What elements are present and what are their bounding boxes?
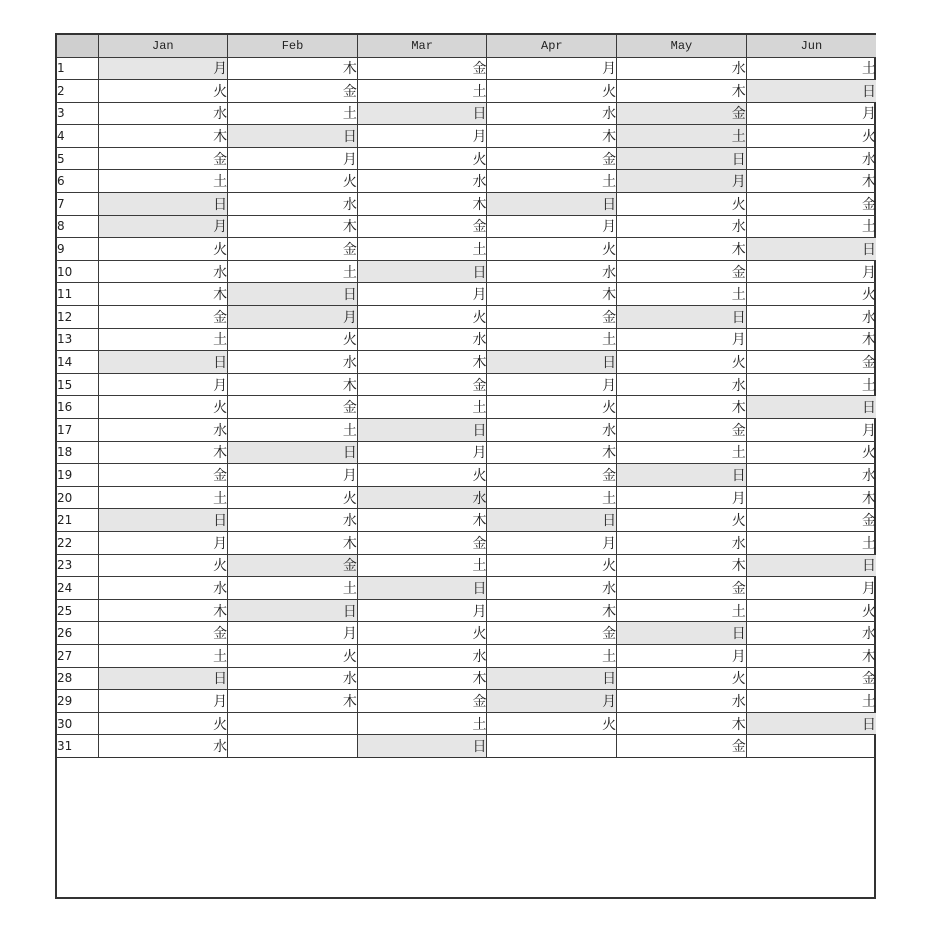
row-number: 20: [57, 486, 98, 509]
day-cell-jan[interactable]: 水: [98, 735, 228, 758]
table-row: [57, 215, 876, 238]
day-cell-jan[interactable]: 金: [98, 306, 228, 329]
day-cell-may[interactable]: 水: [617, 57, 747, 80]
table-row: [57, 419, 876, 442]
day-cell-jan[interactable]: 火: [98, 238, 228, 261]
calendar-table: [57, 35, 876, 758]
day-cell-jun[interactable]: 金: [746, 351, 876, 374]
day-cell-jun[interactable]: 木: [746, 170, 876, 193]
day-cell-mar[interactable]: 土: [357, 396, 487, 419]
day-cell-jun[interactable]: 土: [746, 373, 876, 396]
row-number: 31: [57, 735, 98, 758]
day-cell-apr[interactable]: 月: [487, 690, 617, 713]
table-row: [57, 147, 876, 170]
day-cell-apr[interactable]: 火: [487, 238, 617, 261]
day-cell-jun[interactable]: 土: [746, 57, 876, 80]
header-row: [57, 35, 876, 57]
day-cell-apr[interactable]: 水: [487, 419, 617, 442]
day-cell-jun[interactable]: 月: [746, 577, 876, 600]
day-cell-mar[interactable]: 月: [357, 599, 487, 622]
day-cell-mar[interactable]: 日: [357, 577, 487, 600]
day-cell-feb[interactable]: 木: [228, 57, 358, 80]
day-cell-mar[interactable]: 土: [357, 554, 487, 577]
day-cell-feb[interactable]: 金: [228, 554, 358, 577]
day-cell-apr[interactable]: 土: [487, 170, 617, 193]
day-cell-apr[interactable]: 日: [487, 193, 617, 216]
table-row: [57, 351, 876, 374]
table-row: [57, 441, 876, 464]
table-row: [57, 283, 876, 306]
day-cell-jan[interactable]: 木: [98, 599, 228, 622]
day-cell-feb[interactable]: 火: [228, 486, 358, 509]
day-cell-apr[interactable]: 水: [487, 102, 617, 125]
day-cell-jun[interactable]: 水: [746, 622, 876, 645]
table-row: [57, 577, 876, 600]
table-row: [57, 260, 876, 283]
day-cell-mar[interactable]: 木: [357, 351, 487, 374]
day-cell-mar[interactable]: 土: [357, 238, 487, 261]
day-cell-mar[interactable]: 月: [357, 283, 487, 306]
day-cell-apr[interactable]: 月: [487, 531, 617, 554]
day-cell-jan[interactable]: 土: [98, 328, 228, 351]
table-row: [57, 509, 876, 532]
day-cell-apr[interactable]: 日: [487, 667, 617, 690]
table-row: [57, 644, 876, 667]
day-cell-feb[interactable]: 日: [228, 283, 358, 306]
day-cell-jun[interactable]: [746, 735, 876, 758]
day-cell-jan[interactable]: 月: [98, 215, 228, 238]
day-cell-feb[interactable]: 水: [228, 351, 358, 374]
day-cell-jun[interactable]: 火: [746, 283, 876, 306]
day-cell-jun[interactable]: 火: [746, 125, 876, 148]
row-number: 15: [57, 373, 98, 396]
row-number: 19: [57, 464, 98, 487]
day-cell-jun[interactable]: 金: [746, 193, 876, 216]
row-number: 14: [57, 351, 98, 374]
row-number: 16: [57, 396, 98, 419]
month-header-mar: Mar: [357, 35, 487, 57]
day-cell-jun[interactable]: 木: [746, 486, 876, 509]
day-cell-jan[interactable]: 火: [98, 80, 228, 103]
day-cell-apr[interactable]: 金: [487, 622, 617, 645]
row-number: 21: [57, 509, 98, 532]
day-cell-feb[interactable]: 金: [228, 396, 358, 419]
day-cell-mar[interactable]: 水: [357, 486, 487, 509]
day-cell-apr[interactable]: 金: [487, 464, 617, 487]
row-number: 9: [57, 238, 98, 261]
day-cell-feb[interactable]: 月: [228, 306, 358, 329]
row-number: 4: [57, 125, 98, 148]
day-cell-may[interactable]: 月: [617, 170, 747, 193]
day-cell-feb[interactable]: 土: [228, 577, 358, 600]
day-cell-feb[interactable]: 金: [228, 80, 358, 103]
day-cell-jan[interactable]: 日: [98, 351, 228, 374]
day-cell-apr[interactable]: 日: [487, 351, 617, 374]
day-cell-jan[interactable]: 金: [98, 464, 228, 487]
day-cell-may[interactable]: 水: [617, 690, 747, 713]
day-cell-mar[interactable]: 水: [357, 644, 487, 667]
row-number: 3: [57, 102, 98, 125]
row-number: 17: [57, 419, 98, 442]
day-cell-jun[interactable]: 火: [746, 441, 876, 464]
table-row: [57, 667, 876, 690]
day-cell-jun[interactable]: 日: [746, 396, 876, 419]
day-cell-mar[interactable]: 火: [357, 147, 487, 170]
day-cell-mar[interactable]: 木: [357, 193, 487, 216]
day-cell-apr[interactable]: 木: [487, 441, 617, 464]
row-number: 7: [57, 193, 98, 216]
day-cell-feb[interactable]: 日: [228, 125, 358, 148]
day-cell-jan[interactable]: 月: [98, 373, 228, 396]
day-cell-apr[interactable]: 火: [487, 396, 617, 419]
row-number: 2: [57, 80, 98, 103]
row-number: 10: [57, 260, 98, 283]
day-cell-jun[interactable]: 金: [746, 667, 876, 690]
day-cell-feb[interactable]: [228, 735, 358, 758]
day-cell-feb[interactable]: 日: [228, 599, 358, 622]
month-header-feb: Feb: [228, 35, 358, 57]
day-cell-apr[interactable]: 月: [487, 373, 617, 396]
day-cell-jan[interactable]: 火: [98, 554, 228, 577]
day-cell-may[interactable]: 土: [617, 125, 747, 148]
day-cell-apr[interactable]: 水: [487, 260, 617, 283]
day-cell-jan[interactable]: 月: [98, 531, 228, 554]
day-cell-feb[interactable]: 金: [228, 238, 358, 261]
row-number: 22: [57, 531, 98, 554]
day-cell-mar[interactable]: 月: [357, 441, 487, 464]
day-cell-jan[interactable]: 土: [98, 644, 228, 667]
day-cell-may[interactable]: 火: [617, 193, 747, 216]
row-number: 5: [57, 147, 98, 170]
day-cell-may[interactable]: 水: [617, 373, 747, 396]
day-cell-mar[interactable]: 日: [357, 102, 487, 125]
table-row: [57, 238, 876, 261]
table-row: [57, 328, 876, 351]
day-cell-may[interactable]: 月: [617, 328, 747, 351]
day-cell-mar[interactable]: 火: [357, 622, 487, 645]
day-cell-mar[interactable]: 金: [357, 373, 487, 396]
day-cell-may[interactable]: 金: [617, 260, 747, 283]
row-number: 1: [57, 57, 98, 80]
table-row: [57, 735, 876, 758]
day-cell-mar[interactable]: 水: [357, 170, 487, 193]
day-cell-jun[interactable]: 水: [746, 147, 876, 170]
day-cell-feb[interactable]: 水: [228, 667, 358, 690]
table-row: [57, 373, 876, 396]
row-number: 26: [57, 622, 98, 645]
day-cell-apr[interactable]: 火: [487, 80, 617, 103]
day-cell-may[interactable]: 木: [617, 238, 747, 261]
day-cell-may[interactable]: 月: [617, 486, 747, 509]
day-cell-may[interactable]: 月: [617, 644, 747, 667]
day-cell-mar[interactable]: 土: [357, 712, 487, 735]
day-cell-jan[interactable]: 日: [98, 509, 228, 532]
day-cell-jun[interactable]: 日: [746, 238, 876, 261]
day-cell-jun[interactable]: 日: [746, 80, 876, 103]
day-cell-jun[interactable]: 日: [746, 554, 876, 577]
day-cell-apr[interactable]: [487, 735, 617, 758]
day-cell-mar[interactable]: 月: [357, 125, 487, 148]
table-row: [57, 170, 876, 193]
day-cell-jan[interactable]: 水: [98, 102, 228, 125]
day-cell-may[interactable]: 水: [617, 215, 747, 238]
day-cell-jan[interactable]: 日: [98, 667, 228, 690]
month-header-may: May: [617, 35, 747, 57]
notes-area: [57, 789, 874, 897]
day-cell-mar[interactable]: 金: [357, 215, 487, 238]
row-number: 11: [57, 283, 98, 306]
day-cell-apr[interactable]: 土: [487, 486, 617, 509]
day-cell-jan[interactable]: 金: [98, 147, 228, 170]
day-cell-may[interactable]: 火: [617, 351, 747, 374]
day-cell-jun[interactable]: 月: [746, 260, 876, 283]
day-cell-feb[interactable]: 火: [228, 328, 358, 351]
day-cell-feb[interactable]: 木: [228, 690, 358, 713]
day-cell-feb[interactable]: 土: [228, 102, 358, 125]
day-cell-may[interactable]: 火: [617, 667, 747, 690]
table-row: [57, 599, 876, 622]
table-row: [57, 464, 876, 487]
table-row: [57, 690, 876, 713]
day-cell-apr[interactable]: 土: [487, 328, 617, 351]
day-cell-jan[interactable]: 土: [98, 486, 228, 509]
day-cell-may[interactable]: 土: [617, 599, 747, 622]
day-cell-apr[interactable]: 火: [487, 712, 617, 735]
table-row: [57, 554, 876, 577]
day-cell-may[interactable]: 木: [617, 80, 747, 103]
day-cell-mar[interactable]: 金: [357, 57, 487, 80]
day-cell-mar[interactable]: 日: [357, 260, 487, 283]
day-cell-jan[interactable]: 火: [98, 712, 228, 735]
row-number: 28: [57, 667, 98, 690]
table-row: [57, 193, 876, 216]
day-cell-jun[interactable]: 水: [746, 306, 876, 329]
day-cell-jan[interactable]: 日: [98, 193, 228, 216]
day-cell-may[interactable]: 日: [617, 147, 747, 170]
day-cell-may[interactable]: 土: [617, 441, 747, 464]
day-cell-may[interactable]: 金: [617, 102, 747, 125]
day-cell-feb[interactable]: 火: [228, 170, 358, 193]
table-row: [57, 622, 876, 645]
calendar-body: [57, 57, 876, 757]
row-number: 8: [57, 215, 98, 238]
month-header-apr: Apr: [487, 35, 617, 57]
day-cell-feb[interactable]: 水: [228, 509, 358, 532]
day-cell-apr[interactable]: 水: [487, 577, 617, 600]
day-cell-may[interactable]: 木: [617, 712, 747, 735]
day-cell-mar[interactable]: 日: [357, 419, 487, 442]
table-row: [57, 531, 876, 554]
day-cell-jan[interactable]: 木: [98, 283, 228, 306]
table-row: [57, 57, 876, 80]
day-cell-feb[interactable]: 月: [228, 147, 358, 170]
day-cell-apr[interactable]: 金: [487, 306, 617, 329]
day-cell-apr[interactable]: 金: [487, 147, 617, 170]
day-cell-apr[interactable]: 木: [487, 283, 617, 306]
table-row: [57, 306, 876, 329]
day-cell-mar[interactable]: 水: [357, 328, 487, 351]
day-cell-jan[interactable]: 水: [98, 577, 228, 600]
day-cell-apr[interactable]: 日: [487, 509, 617, 532]
day-cell-jun[interactable]: 土: [746, 531, 876, 554]
row-number: 13: [57, 328, 98, 351]
day-cell-jun[interactable]: 金: [746, 509, 876, 532]
day-cell-feb[interactable]: 土: [228, 419, 358, 442]
day-cell-jun[interactable]: 日: [746, 712, 876, 735]
day-cell-jun[interactable]: 火: [746, 599, 876, 622]
day-cell-mar[interactable]: 木: [357, 509, 487, 532]
table-row: [57, 102, 876, 125]
day-cell-may[interactable]: 水: [617, 531, 747, 554]
day-cell-mar[interactable]: 土: [357, 80, 487, 103]
day-cell-may[interactable]: 金: [617, 577, 747, 600]
day-cell-jun[interactable]: 水: [746, 464, 876, 487]
day-cell-feb[interactable]: 土: [228, 260, 358, 283]
day-cell-may[interactable]: 木: [617, 396, 747, 419]
day-cell-feb[interactable]: 木: [228, 215, 358, 238]
day-cell-mar[interactable]: 火: [357, 464, 487, 487]
day-cell-feb[interactable]: 月: [228, 622, 358, 645]
row-number: 30: [57, 712, 98, 735]
day-cell-may[interactable]: 土: [617, 283, 747, 306]
day-cell-jan[interactable]: 水: [98, 260, 228, 283]
day-cell-feb[interactable]: 木: [228, 373, 358, 396]
calendar-sheet: [55, 33, 876, 899]
day-cell-mar[interactable]: 木: [357, 667, 487, 690]
corner-cell: [57, 35, 98, 57]
day-cell-jun[interactable]: 月: [746, 419, 876, 442]
day-cell-may[interactable]: 日: [617, 464, 747, 487]
row-number: 25: [57, 599, 98, 622]
day-cell-may[interactable]: 木: [617, 554, 747, 577]
table-row: [57, 486, 876, 509]
day-cell-feb[interactable]: 日: [228, 441, 358, 464]
row-number: 18: [57, 441, 98, 464]
day-cell-may[interactable]: 火: [617, 509, 747, 532]
day-cell-mar[interactable]: 日: [357, 735, 487, 758]
day-cell-jun[interactable]: 土: [746, 690, 876, 713]
day-cell-jan[interactable]: 金: [98, 622, 228, 645]
day-cell-jan[interactable]: 土: [98, 170, 228, 193]
day-cell-jan[interactable]: 月: [98, 690, 228, 713]
day-cell-may[interactable]: 金: [617, 735, 747, 758]
row-number: 12: [57, 306, 98, 329]
row-number: 6: [57, 170, 98, 193]
day-cell-apr[interactable]: 月: [487, 57, 617, 80]
day-cell-mar[interactable]: 金: [357, 531, 487, 554]
day-cell-jan[interactable]: 月: [98, 57, 228, 80]
day-cell-feb[interactable]: 火: [228, 644, 358, 667]
day-cell-feb[interactable]: 木: [228, 531, 358, 554]
day-cell-apr[interactable]: 木: [487, 599, 617, 622]
day-cell-feb[interactable]: [228, 712, 358, 735]
day-cell-apr[interactable]: 月: [487, 215, 617, 238]
day-cell-jan[interactable]: 木: [98, 441, 228, 464]
day-cell-may[interactable]: 日: [617, 306, 747, 329]
day-cell-apr[interactable]: 土: [487, 644, 617, 667]
month-header-jun: Jun: [746, 35, 876, 57]
day-cell-may[interactable]: 日: [617, 622, 747, 645]
table-row: [57, 396, 876, 419]
row-number: 24: [57, 577, 98, 600]
day-cell-feb[interactable]: 月: [228, 464, 358, 487]
month-header-jan: Jan: [98, 35, 228, 57]
day-cell-jun[interactable]: 木: [746, 328, 876, 351]
day-cell-jun[interactable]: 土: [746, 215, 876, 238]
table-row: [57, 125, 876, 148]
day-cell-jan[interactable]: 木: [98, 125, 228, 148]
table-row: [57, 712, 876, 735]
day-cell-apr[interactable]: 木: [487, 125, 617, 148]
row-number: 27: [57, 644, 98, 667]
day-cell-jun[interactable]: 木: [746, 644, 876, 667]
day-cell-feb[interactable]: 水: [228, 193, 358, 216]
row-number: 23: [57, 554, 98, 577]
day-cell-mar[interactable]: 金: [357, 690, 487, 713]
row-number: 29: [57, 690, 98, 713]
day-cell-jan[interactable]: 水: [98, 419, 228, 442]
day-cell-jan[interactable]: 火: [98, 396, 228, 419]
table-row: [57, 80, 876, 103]
day-cell-apr[interactable]: 火: [487, 554, 617, 577]
day-cell-mar[interactable]: 火: [357, 306, 487, 329]
day-cell-may[interactable]: 金: [617, 419, 747, 442]
day-cell-jun[interactable]: 月: [746, 102, 876, 125]
